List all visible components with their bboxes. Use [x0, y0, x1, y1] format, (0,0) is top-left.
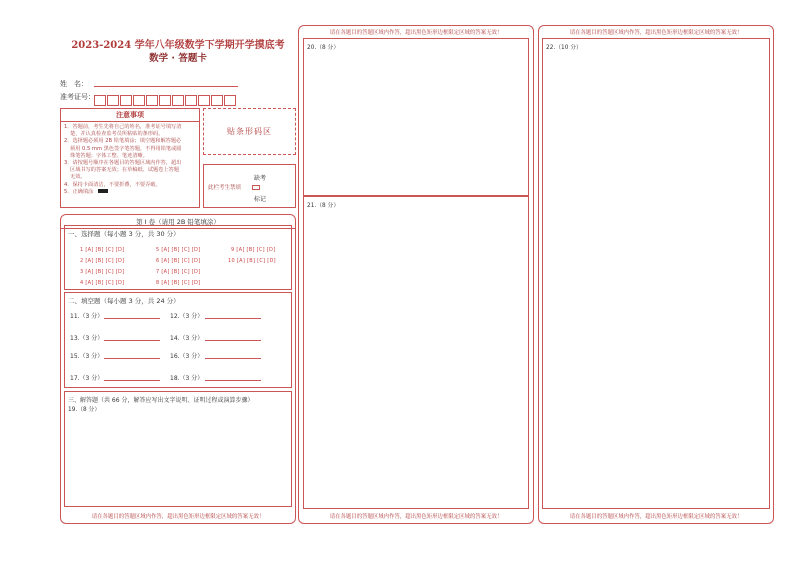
notice-list: [61, 122, 199, 198]
choice-row-1[interactable]: 1 [A] [B] [C] [D]: [80, 247, 125, 253]
id-label: 准考证号：: [60, 93, 95, 101]
fill-q13-answer[interactable]: [104, 333, 160, 341]
choice-section-title: 一、选择题（每小题 3 分，共 30 分）: [68, 230, 180, 238]
fill-q14-answer[interactable]: [205, 333, 261, 341]
choice-row-8[interactable]: 8 [A] [B] [C] [D]: [156, 280, 201, 286]
fill-q14-label: 14.（3 分）: [170, 335, 204, 342]
notice-item: 1．答题前，考生先将自己的姓名，准考证号填写清: [64, 124, 182, 130]
filled-mark-icon: [98, 189, 108, 193]
fill-q15-answer[interactable]: [104, 351, 160, 359]
notice-item: 须用 0.5 mm 黑色签字笔答题，不得用铅笔或圆: [70, 145, 182, 152]
fill-q17-label: 17.（3 分）: [70, 375, 104, 382]
fill-q15-label: 15.（3 分）: [70, 353, 104, 360]
fill-q11-label: 11.（3 分）: [70, 313, 104, 320]
notice-item: 4．保持卡面清洁，不要折叠，不要弄破。: [64, 181, 161, 188]
absent-row: 此栏考生禁填: [208, 183, 260, 191]
warning-text-col2-bottom: 请在各题目的答题区域内作答，超出黑色矩形边框限定区域的答案无效！: [329, 514, 503, 520]
fill-q18-answer[interactable]: [205, 373, 261, 381]
choice-row-6[interactable]: 6 [A] [B] [C] [D]: [156, 258, 201, 264]
fill-q16-answer[interactable]: [205, 351, 261, 359]
name-label: 姓 名：: [60, 80, 88, 88]
fill-q17-answer[interactable]: [104, 373, 160, 381]
fill-section-title: 二、填空题（每小题 3 分，共 24 分）: [68, 297, 180, 305]
card-subtitle: 数学 · 答题卡: [149, 53, 207, 64]
warning-text-col3-bottom: 请在各题目的答题区域内作答，超出黑色矩形边框限定区域的答案无效！: [569, 514, 743, 520]
choice-row-10[interactable]: 10 [A] [B] [C] [D]: [228, 258, 276, 264]
choice-row-2[interactable]: 2 [A] [B] [C] [D]: [80, 258, 125, 264]
part1-title: 第 I 卷（请用 2B 铅笔填涂）: [61, 215, 295, 229]
fill-q11-answer[interactable]: [104, 311, 160, 319]
fill-q12-label: 12.（3 分）: [170, 313, 204, 320]
solution-section-title: 三、解答题（共 66 分，解答应写出文字说明、证明过程或演算步骤）: [68, 397, 254, 404]
absent-mark-label: 标记: [254, 196, 267, 203]
choice-row-3[interactable]: 3 [A] [B] [C] [D]: [80, 269, 125, 275]
name-field[interactable]: [94, 86, 238, 87]
choice-row-4[interactable]: 4 [A] [B] [C] [D]: [80, 280, 125, 286]
answer-box-q20[interactable]: [303, 38, 529, 196]
absent-label: 缺考: [254, 175, 267, 182]
fill-q12-answer[interactable]: [205, 311, 261, 319]
answer-box-q22[interactable]: [542, 38, 770, 509]
absent-box: [203, 164, 296, 208]
notice-item: 2．选择题必须用 2B 铅笔填涂；填空题和解答题必: [64, 138, 182, 145]
notice-item: 楚，并认真检查监考员所粘贴的条形码。: [70, 131, 164, 138]
absent-checkbox[interactable]: [252, 185, 260, 190]
notice-item-fill-sample: 5．正确填涂: [64, 189, 196, 196]
notice-item: 无效。: [70, 174, 86, 181]
choice-row-5[interactable]: 5 [A] [B] [C] [D]: [156, 247, 201, 253]
fill-q13-label: 13.（3 分）: [70, 335, 104, 342]
exam-title: 2023-2024 学年八年级数学下学期开学摸底考: [71, 40, 285, 51]
notice-item: 珠笔答题；字体工整、笔迹清晰。: [70, 152, 148, 159]
question-21-label: 21.（8 分）: [307, 203, 340, 209]
id-boxes[interactable]: [94, 90, 237, 109]
question-20-label: 20.（8 分）: [307, 45, 340, 51]
barcode-area: [203, 108, 296, 155]
question-19-label: 19.（8 分）: [68, 407, 101, 413]
notice-box: [60, 108, 200, 208]
warning-text-col3-top: 请在各题目的答题区域内作答，超出黑色矩形边框限定区域的答案无效！: [569, 30, 743, 36]
fill-q18-label: 18.（3 分）: [170, 375, 204, 382]
warning-text-col1: 请在各题目的答题区域内作答，超出黑色矩形边框限定区域的答案无效！: [91, 514, 265, 520]
choice-row-7[interactable]: 7 [A] [B] [C] [D]: [156, 269, 201, 275]
fill-q16-label: 16.（3 分）: [170, 353, 204, 360]
warning-text-col2-top: 请在各题目的答题区域内作答，超出黑色矩形边框限定区域的答案无效！: [329, 30, 503, 36]
answer-box-q21[interactable]: [303, 196, 529, 509]
notice-item: 3．请按题号顺序在各题目的答题区域内作答，超出: [64, 160, 182, 167]
barcode-label: 贴条形码区: [227, 127, 272, 136]
question-22-label: 22.（10 分）: [546, 45, 582, 51]
choice-row-9[interactable]: 9 [A] [B] [C] [D]: [231, 247, 276, 253]
notice-title: 注意事项: [61, 109, 199, 122]
notice-item: 区域书写的答案无效；在草稿纸、试题卷上答题: [70, 167, 179, 174]
